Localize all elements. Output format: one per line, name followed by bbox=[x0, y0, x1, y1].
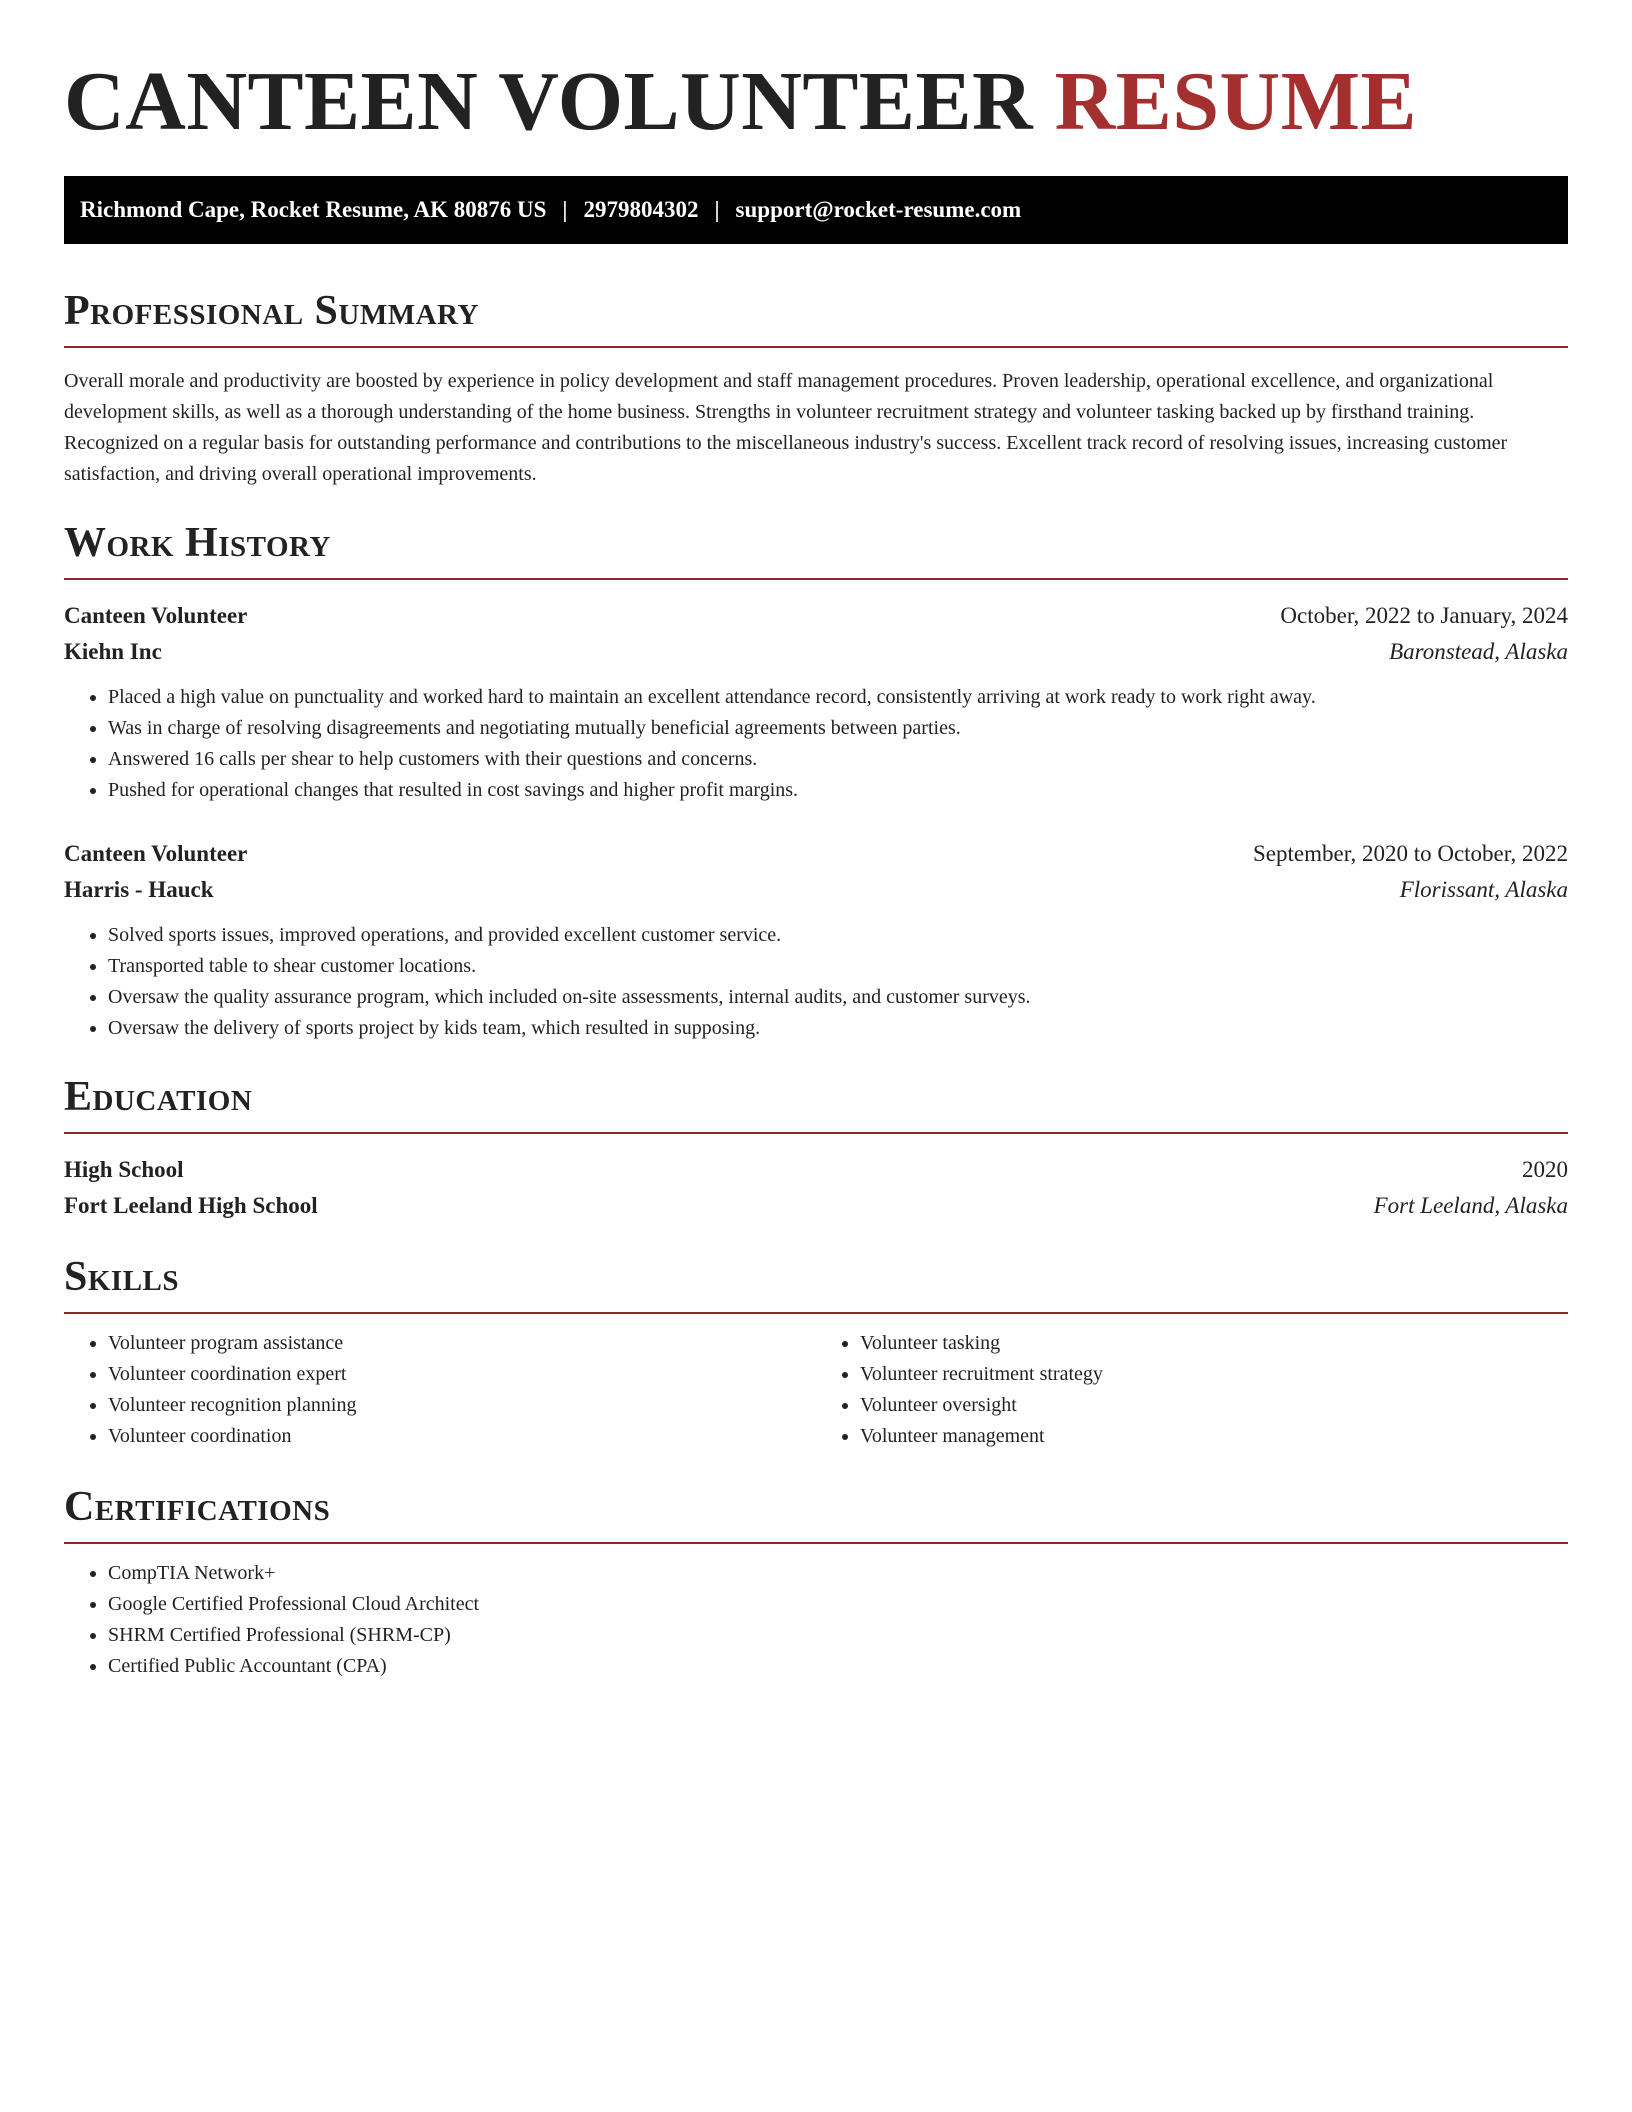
job-bullets bbox=[64, 920, 1568, 1044]
contact-bar bbox=[64, 176, 1568, 244]
list-item: • Transported table to shear customer locations. bbox=[108, 951, 1568, 982]
summary-heading: Professional Summary bbox=[64, 288, 479, 334]
job-bullets bbox=[64, 682, 1568, 806]
job-company: Kiehn Inc bbox=[64, 639, 162, 664]
job-location: Baronstead, Alaska bbox=[1389, 639, 1568, 664]
summary-text: Overall morale and productivity are boosted by experience in policy development and staff management procedures. Proven leadership, operational excellence, and organizational development skills, as well as a thorough understanding of the home business. Strengths in volunteer recruitment strategy and volunteer tasking backed up by firsthand training. Recognized on a regular basis for outstanding performance and contributions to the miscellaneous industry's success. Excellent track record of resolving issues, increasing customer satisfaction, and driving overall operational improvements. bbox=[64, 370, 1508, 485]
job-entry bbox=[64, 598, 1568, 806]
job-dates: October, 2022 to January, 2024 bbox=[1280, 603, 1568, 628]
contact-address: Richmond Cape, Rocket Resume, AK 80876 US bbox=[80, 197, 547, 222]
job-dates: September, 2020 to October, 2022 bbox=[1253, 841, 1568, 866]
list-item: • Volunteer recognition planning bbox=[108, 1390, 816, 1421]
list-item: • Was in charge of resolving disagreements and negotiating mutually beneficial agreements between parties. bbox=[108, 713, 1568, 744]
skills-grid bbox=[64, 1328, 1568, 1452]
list-item: • Certified Public Accountant (CPA) bbox=[108, 1651, 1568, 1682]
list-item: • Placed a high value on punctuality and worked hard to maintain an excellent attendance record, consistently arriving at work ready to work right away. bbox=[108, 682, 1568, 713]
education-entry bbox=[64, 1152, 1568, 1224]
job-title-row bbox=[64, 836, 1568, 872]
certifications-heading: Certifications bbox=[64, 1484, 331, 1530]
education-heading: Education bbox=[64, 1074, 253, 1120]
list-item: • Volunteer tasking bbox=[860, 1328, 1568, 1359]
job-title-row bbox=[64, 598, 1568, 634]
education-degree: High School bbox=[64, 1157, 184, 1182]
education-section bbox=[64, 1072, 1568, 1224]
list-item: • Answered 16 calls per shear to help customers with their questions and concerns. bbox=[108, 744, 1568, 775]
list-item: • Pushed for operational changes that resulted in cost savings and higher profit margins. bbox=[108, 775, 1568, 806]
list-item: • Volunteer program assistance bbox=[108, 1328, 816, 1359]
job-title: Canteen Volunteer bbox=[64, 603, 248, 628]
summary-section bbox=[64, 286, 1568, 490]
contact-separator: | bbox=[714, 197, 720, 222]
contact-phone: 2979804302 bbox=[583, 197, 699, 222]
section-divider bbox=[64, 346, 1568, 348]
education-degree-row bbox=[64, 1152, 1568, 1188]
job-title: Canteen Volunteer bbox=[64, 841, 248, 866]
education-year: 2020 bbox=[1522, 1157, 1568, 1182]
job-company-row bbox=[64, 634, 1568, 670]
work-history-section bbox=[64, 518, 1568, 1044]
education-school-row bbox=[64, 1188, 1568, 1224]
contact-separator: | bbox=[562, 197, 568, 222]
skills-heading: Skills bbox=[64, 1254, 180, 1300]
certifications-section bbox=[64, 1482, 1568, 1682]
title-accent: RESUME bbox=[1054, 55, 1418, 148]
job-location: Florissant, Alaska bbox=[1399, 877, 1568, 902]
list-item: • Oversaw the delivery of sports project by kids team, which resulted in supposing. bbox=[108, 1013, 1568, 1044]
section-divider bbox=[64, 578, 1568, 580]
title-main: CANTEEN VOLUNTEER bbox=[64, 55, 1034, 148]
list-item: • CompTIA Network+ bbox=[108, 1558, 1568, 1589]
education-location: Fort Leeland, Alaska bbox=[1373, 1193, 1568, 1218]
job-company-row bbox=[64, 872, 1568, 908]
list-item: • SHRM Certified Professional (SHRM-CP) bbox=[108, 1620, 1568, 1651]
job-company: Harris - Hauck bbox=[64, 877, 214, 902]
list-item: • Volunteer oversight bbox=[860, 1390, 1568, 1421]
skills-list-left bbox=[64, 1328, 816, 1452]
work-history-heading: Work History bbox=[64, 520, 331, 566]
section-divider bbox=[64, 1132, 1568, 1134]
list-item: • Google Certified Professional Cloud Architect bbox=[108, 1589, 1568, 1620]
list-item: • Volunteer coordination expert bbox=[108, 1359, 816, 1390]
job-entry bbox=[64, 836, 1568, 1044]
certifications-list bbox=[64, 1558, 1568, 1682]
skills-list-right bbox=[816, 1328, 1568, 1452]
resume-title bbox=[64, 0, 1568, 152]
section-divider bbox=[64, 1542, 1568, 1544]
section-divider bbox=[64, 1312, 1568, 1314]
list-item: • Solved sports issues, improved operations, and provided excellent customer service. bbox=[108, 920, 1568, 951]
contact-email: support@rocket-resume.com bbox=[735, 197, 1022, 222]
list-item: • Volunteer coordination bbox=[108, 1421, 816, 1452]
list-item: • Volunteer recruitment strategy bbox=[860, 1359, 1568, 1390]
list-item: • Oversaw the quality assurance program, which included on-site assessments, internal audits, and customer surveys. bbox=[108, 982, 1568, 1013]
education-school: Fort Leeland High School bbox=[64, 1193, 318, 1218]
skills-section bbox=[64, 1252, 1568, 1452]
list-item: • Volunteer management bbox=[860, 1421, 1568, 1452]
